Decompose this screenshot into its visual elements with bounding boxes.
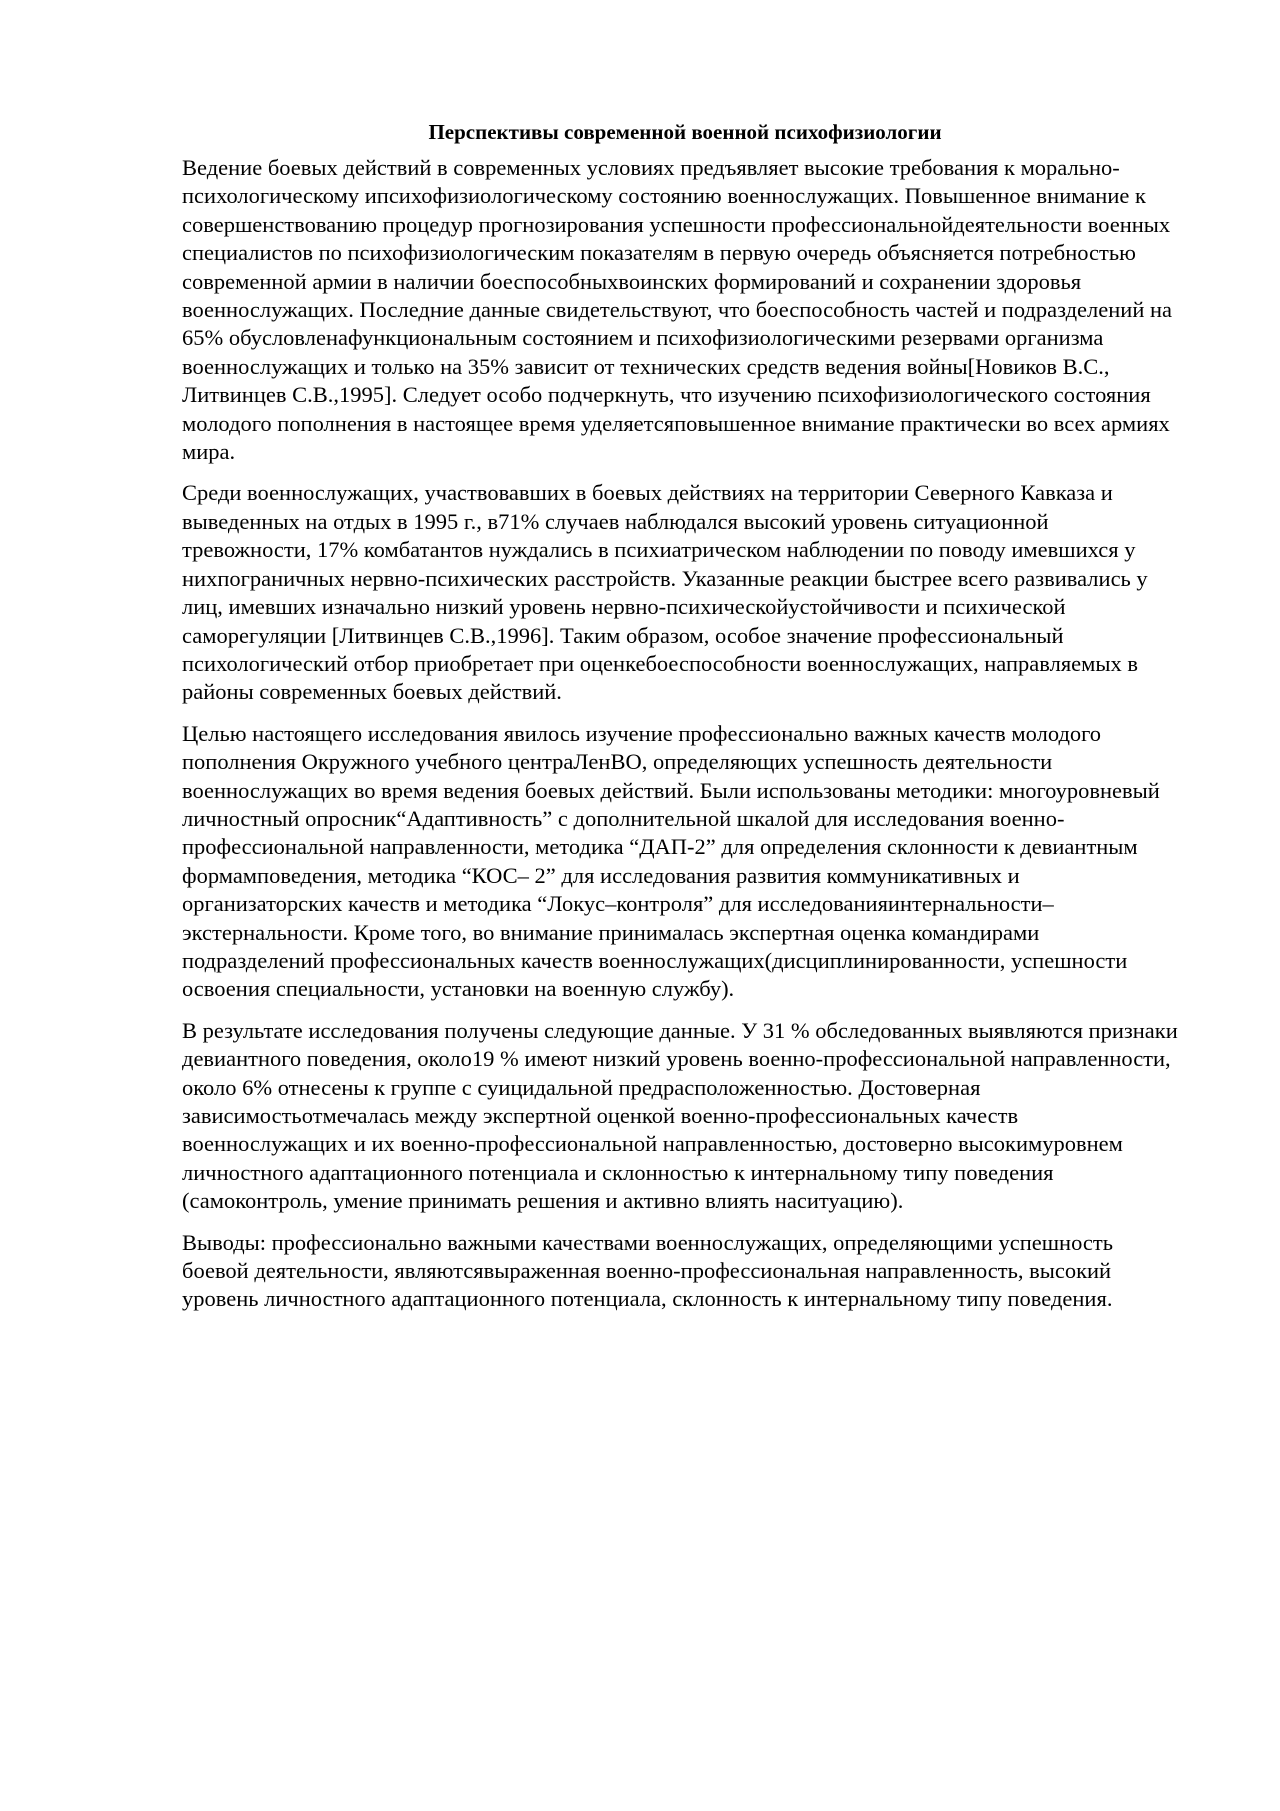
paragraph-conclusions: Выводы: профессионально важными качествами военнослужащих, определяющими успешность боевой деятельности, являютсявыраженная военно-профессиональная направленность, высокий уровень личностного адаптационного потенциала, склонность к интернальному типу поведения. — [182, 1229, 1113, 1312]
document-title: Перспективы современной военной психофизиологии — [428, 120, 942, 144]
paragraph-results: В результате исследования получены следующие данные. У 31 % обследованных выявляются признаки девиантного поведения, около19 % имеют низкий уровень военно-профессиональной направленности, около 6% отнесены к группе с суицидальной предрасположенностью. Достоверная зависимостьотмечалась между экспертной оценкой военно-профессиональных качеств военнослужащих и их военно-профессиональной направленностью, достоверно высокимуровнем личностного адаптационного потенциала и склонностью к интернальному типу поведения (самоконтроль, умение принимать решения и активно влиять наситуацию). — [182, 1017, 1178, 1214]
paragraph-research-goal: Целью настоящего исследования явилось изучение профессионально важных качеств молодого пополнения Окружного учебного центраЛенВО, определяющих успешность деятельности военнослужащих во время ведения боевых действий. Были использованы методики: многоуровневый личностный опросник“Адаптивность” с дополнительной шкалой для исследования военно-профессиональной направленности, методика “ДАП-2” для определения склонности к девиантным формамповедения, методика “КОС– 2” для исследования развития коммуникативных и организаторских качеств и методика “Локус–контроля” для исследованияинтернальности– экстернальности. Кроме того, во внимание принималась экспертная оценка командирами подразделений профессиональных качеств военнослужащих(дисциплинированности, успешности освоения специальности, установки на военную службу). — [182, 720, 1160, 1002]
paragraph-combat-stress: Среди военнослужащих, участвовавших в боевых действиях на территории Северного Кавказа и выведенных на отдых в 1995 г., в71% случаев наблюдался высокий уровень ситуационной тревожности, 17% комбатантов нуждались в психиатрическом наблюдении по поводу имевшихся у нихпограничных нервно-психических расстройств. Указанные реакции быстрее всего развивались у лиц, имевших изначально низкий уровень нервно-психическойустойчивости и психической саморегуляции [Литвинцев С.В.,1996]. Таким образом, особое значение профессиональный психологический отбор приобретает при оценкебоеспособности военнослужащих, направляемых в районы современных боевых действий. — [182, 480, 1148, 705]
paragraph-introduction: Ведение боевых действий в современных условиях предъявляет высокие требования к морально-психологическому ипсихофизиологическому состоянию военнослужащих. Повышенное внимание к совершенствованию процедур прогнозирования успешности профессиональнойдеятельности военных специалистов по психофизиологическим показателям в первую очередь объясняется потребностью современной армии в наличии боеспособныхвоинских формирований и сохранении здоровья военнослужащих. Последние данные свидетельствуют, что боеспособность частей и подразделений на 65% обусловленафункциональным состоянием и психофизиологическими резервами организма военнослужащих и только на 35% зависит от технических средств ведения войны[Новиков В.С., Литвинцев С.В.,1995]. Следует особо подчеркнуть, что изучению психофизиологического состояния молодого пополнения в настоящее время уделяетсяповышенное внимание практически во всех армиях мира. — [182, 155, 1173, 465]
